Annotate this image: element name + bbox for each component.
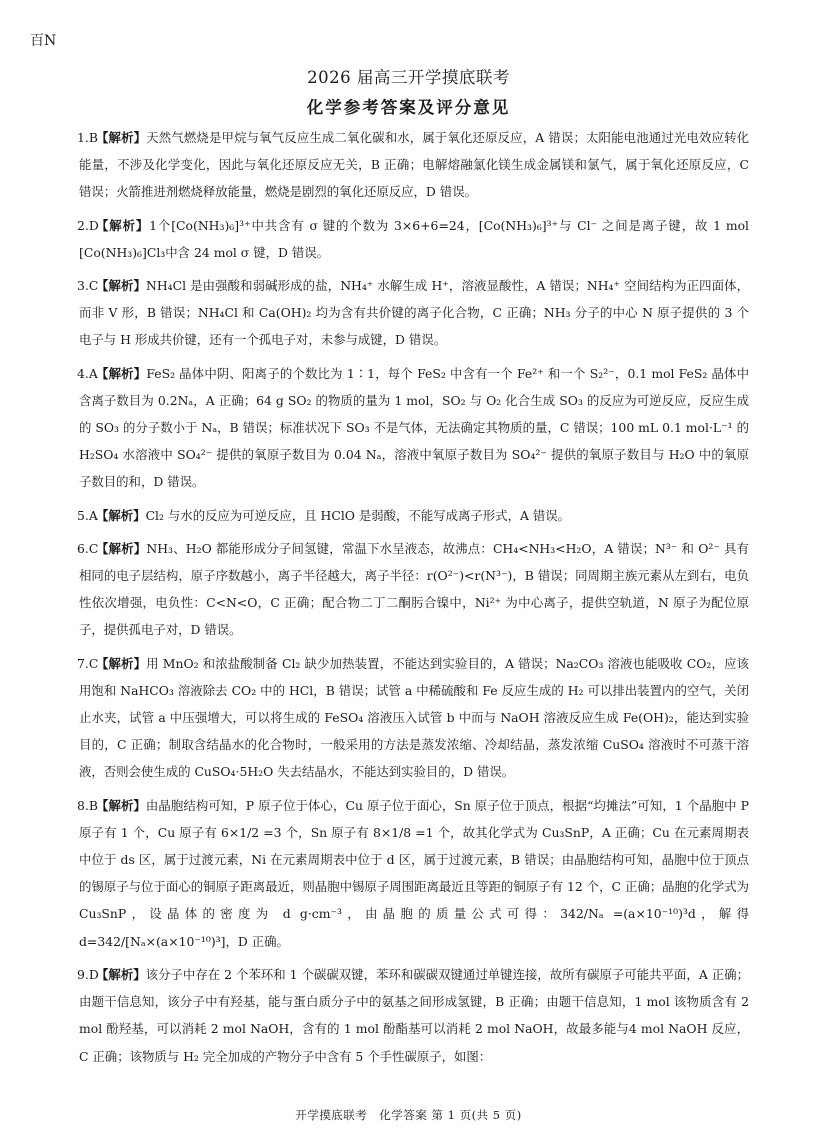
exam-title: 2026 届高三开学摸底联考 <box>307 68 510 87</box>
answer-text: Cl₂ 与水的反应为可逆反应，且 HClO 是弱酸，不能写成离子形式，A 错误。 <box>145 507 571 523</box>
answer-text: NH₃、H₂O 都能形成分子间氢键，常温下水呈液态，故沸点：CH₄<NH₃<H₂O，A 错误；N³⁻ 和 O²⁻ 具有相同的电子层结构，原子序数越小，离子半径越大，离子半径：r(O²⁻)<r(N³⁻)，B 错误；同周期主族元素从左到右，电负性依次增强，电负性：C<N<O，C 正确；配合物二丁二酮肟合镍中，Ni²⁺ 为中心离子，提供空轨道，N 原子为配位原子，提供孤电子对，D 错误。 <box>79 540 750 638</box>
answer-text: 天然气燃烧是甲烷与氧气反应生成二氧化碳和水，属于氧化还原反应，A 错误；太阳能电池通过光电效应转化能量，不涉及化学变化，因此与氧化还原反应无关，B 正确；电解熔融氯化镁生成金属镁和氯气，属于氧化还原反应，C 错误；火箭推进剂燃烧释放能量，燃烧是剧烈的氧化还原反应，D 错误。 <box>79 130 750 200</box>
analysis-tag: 【解析】 <box>96 966 146 982</box>
answer-item-8 <box>79 792 749 955</box>
answer-item-7 <box>79 650 749 786</box>
answer-number: 2.D <box>77 217 99 233</box>
answer-text: 用 MnO₂ 和浓盐酸制备 Cl₂ 缺少加热装置，不能达到实验目的，A 错误；Na₂CO₃ 溶液也能吸收 CO₂，应该用饱和 NaHCO₃ 溶液除去 CO₂ 中的 HCl，B 错误；试管 a 中稀硫酸和 Fe 反应生成的 H₂ 可以排出装置内的空气，关闭止水夹，试管 a 中压强增大，可以将生成的 FeSO₄ 溶液压入试管 b 中而与 NaOH 溶液反应生成 Fe(OH)₂，能达到实验目的，C 正确；制取含结晶水的化合物时，一般采用的方法是蒸发浓缩、冷却结晶，蒸发浓缩 CuSO₄ 溶液时不可蒸干溶液，否则会使生成的 CuSO₄·5H₂O 失去结晶水，不能达到实验目的，D 错误。 <box>79 655 749 780</box>
answer-item-9 <box>79 961 749 1070</box>
analysis-tag: 【解析】 <box>96 217 150 233</box>
answer-number: 4.A <box>77 365 98 381</box>
answer-text: FeS₂ 晶体中阴、阳离子的个数比为 1∶1，每个 FeS₂ 中含有一个 Fe²⁺ 和一个 S₂²⁻，0.1 mol FeS₂ 晶体中含离子数目为 0.2Nₐ，A 正确；64 g SO₂ 的物质的量为 1 mol，SO₂ 与 O₂ 化合生成 SO₃ 的反应为可逆反应，反应生成的 SO₃ 的分子数小于 Nₐ，B 错误；标准状况下 SO₃ 不是气体，无法确定其物质的量，C 错误；100 mL 0.1 mol·L⁻¹ 的 H₂SO₄ 水溶液中 SO₄²⁻ 提供的氧原子数目为 0.04 Nₐ，溶液中氧原子数目为 SO₄²⁻ 提供的氧原子数目与 H₂O 中的氧原子数目的和，D 错误。 <box>79 365 750 490</box>
analysis-tag: 【解析】 <box>96 278 147 294</box>
answer-number: 5.A <box>77 507 98 523</box>
answer-item-1 <box>79 124 749 206</box>
analysis-tag: 【解析】 <box>96 540 147 556</box>
publisher-logo: 百N <box>30 33 57 49</box>
answer-item-4 <box>79 360 749 496</box>
answer-item-3 <box>79 272 749 354</box>
page-footer: 开学摸底联考 化学答案 第 1 页(共 5 页) <box>295 1108 522 1122</box>
document-subtitle: 化学参考答案及评分意见 <box>306 98 511 117</box>
answer-text: 1个[Co(NH₃)₆]³⁺中共含有 σ 键的个数为 3×6+6=24，[Co(NH₃)₆]³⁺与 Cl⁻ 之间是离子键，故 1 mol [Co(NH₃)₆]Cl₃中含 24 mol σ 键，D 错误。 <box>79 217 750 260</box>
analysis-tag: 【解析】 <box>96 797 146 813</box>
answer-text: NH₄Cl 是由强酸和弱碱形成的盐，NH₄⁺ 水解生成 H⁺，溶液显酸性，A 错误；NH₄⁺ 空间结构为正四面体，而非 V 形，B 错误；NH₄Cl 和 Ca(OH)₂ 均为含有共价键的离子化合物，C 正确；NH₃ 分子的中心 N 原子提供的 3 个电子与 H 形成共价键，还有一个孤电子对，未参与成键，D 错误。 <box>79 278 750 348</box>
answer-item-5 <box>79 502 749 529</box>
answer-text: 该分子中存在 2 个苯环和 1 个碳碳双键，苯环和碳碳双键通过单键连接，故所有碳原子可能共平面，A 正确；由题干信息知，该分子中有羟基，能与蛋白质分子中的氨基之间形成氢键，B 正确；由题干信息知，1 mol 该物质含有 2 mol 酚羟基，可以消耗 2 mol NaOH，含有的 1 mol 酚酯基可以消耗 2 mol NaOH，故最多能与4 mol NaOH 反应，C 正确；该物质与 H₂ 完全加成的产物分子中含有 5 个手性碳原子，如图： <box>79 966 749 1064</box>
analysis-tag: 【解析】 <box>96 130 147 145</box>
answer-number: 9.D <box>77 966 99 982</box>
answer-number: 6.C <box>77 540 99 556</box>
answer-number: 8.B <box>77 797 98 813</box>
analysis-tag: 【解析】 <box>96 365 147 381</box>
answer-list <box>79 124 749 1070</box>
analysis-tag: 【解析】 <box>96 507 146 523</box>
answer-item-6 <box>79 535 749 644</box>
answer-number: 7.C <box>77 655 99 671</box>
analysis-tag: 【解析】 <box>96 655 147 671</box>
answer-text: 由晶胞结构可知，P 原子位于体心，Cu 原子位于面心，Sn 原子位于顶点，根据“均摊法”可知，1 个晶胞中 P 原子有 1 个，Cu 原子有 6×1/2 =3 个，Sn 原子有 8×1/8 =1 个，故其化学式为 Cu₃SnP，A 正确；Cu 在元素周期表中位于 ds 区，属于过渡元素，Ni 在元素周期表中位于 d 区，属于过渡元素，B 错误；由晶胞结构可知，晶胞中位于顶点的锡原子与位于面心的铜原子距离最近，则晶胞中锡原子周围距离最近且等距的铜原子有 12 个，C 正确；晶胞的化学式为 Cu₃SnP，设晶体的密度为 d g·cm⁻³，由晶胞的质量公式可得：342/Nₐ =(a×10⁻¹⁰)³d，解得 d=342/[Nₐ×(a×10⁻¹⁰)³]，D 正确。 <box>79 797 749 949</box>
answer-item-2 <box>79 212 749 266</box>
answer-number: 3.C <box>77 278 99 294</box>
answer-number: 1.B <box>77 130 98 145</box>
